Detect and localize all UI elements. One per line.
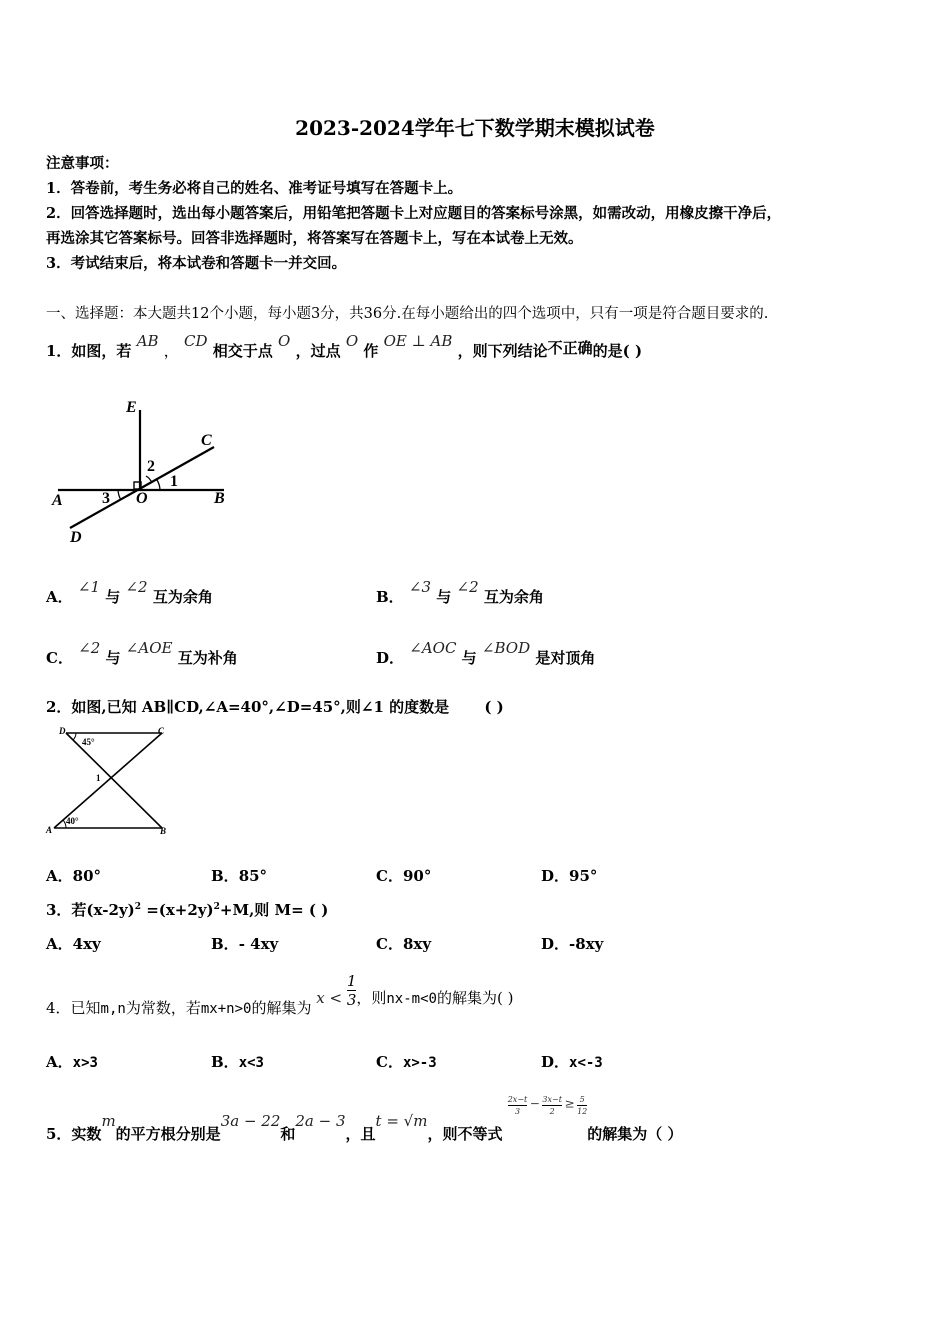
line-db <box>66 733 162 828</box>
angle-3-arc <box>118 490 121 500</box>
q4-text: 为常数，若 <box>125 998 201 1017</box>
q4-option-a[interactable] <box>46 1051 98 1072</box>
q1-text: ，则下列结论 <box>457 342 548 360</box>
question-4 <box>46 972 514 1017</box>
q3-text: 3．若(x-2y) <box>46 901 135 919</box>
option-text: 与 <box>105 649 121 667</box>
q1-option-d[interactable] <box>376 639 596 668</box>
option-label: A． <box>46 588 73 606</box>
option-math: ∠2 <box>125 578 148 596</box>
option-label: B． <box>211 867 239 885</box>
fig-label: A <box>46 825 53 835</box>
fig-label: B <box>160 826 167 836</box>
frac-num: 5 <box>577 1094 587 1106</box>
q1-option-c[interactable] <box>46 639 238 668</box>
q2-option-b[interactable] <box>211 865 267 886</box>
option-math: ∠2 <box>456 578 479 596</box>
option-text: 互为余角 <box>152 588 213 606</box>
q3-option-a[interactable] <box>46 933 101 954</box>
option-text: 是对顶角 <box>535 649 596 667</box>
option-math: ∠BOD <box>481 639 531 657</box>
q4-option-c[interactable] <box>376 1051 437 1072</box>
option-label: B． <box>211 935 239 953</box>
fig-label: 3 <box>102 490 110 507</box>
q5-text: ，则不等式 <box>427 1125 503 1143</box>
frac-den: 12 <box>577 1107 588 1116</box>
q5-math: 3a − 22 <box>220 1112 281 1130</box>
option-math: ∠AOC <box>409 639 457 657</box>
option-value: x<-3 <box>569 1055 603 1071</box>
angle-d-arc <box>73 733 76 740</box>
frac-num: 1 <box>346 972 357 990</box>
question-5 <box>46 1094 683 1143</box>
q4-text: ，则 <box>356 988 387 1007</box>
option-text: 互为余角 <box>483 588 544 606</box>
fig-label: 1 <box>170 473 178 490</box>
q4-fraction <box>347 972 357 1009</box>
notes-heading: 注意事项： <box>46 155 119 172</box>
section-heading: 一、选择题：本大题共12个小题，每小题3分，共36分.在每小题给出的四个选项中，只有一项是符合题目要求的. <box>46 306 769 322</box>
q2-figure <box>44 726 174 838</box>
q5-text: 的解集为（ ） <box>587 1125 683 1143</box>
q3-sup: 2 <box>213 902 220 912</box>
option-math: ∠1 <box>77 578 100 596</box>
option-math: ∠3 <box>408 578 432 596</box>
angle-2-arc <box>146 476 152 483</box>
line-cd <box>70 447 214 528</box>
fig-label: 40° <box>66 816 79 826</box>
q4-math: x < <box>316 988 343 1007</box>
q3-text: +M,则 M= ( ) <box>219 901 329 919</box>
q1-figure <box>46 395 246 550</box>
option-math: ∠2 <box>78 639 101 657</box>
frac-den: 3 <box>346 991 357 1009</box>
option-label: C． <box>376 1053 403 1071</box>
frac-den: 2 <box>549 1107 555 1116</box>
option-text: 与 <box>436 588 452 606</box>
angle-1-arc <box>157 480 160 490</box>
fig-label: C <box>201 432 212 449</box>
q3-option-d[interactable] <box>541 933 603 954</box>
q1-text: ， <box>163 342 179 360</box>
q5-math: t = √m <box>375 1112 428 1130</box>
option-label: A． <box>46 935 73 953</box>
option-label: B． <box>376 588 404 606</box>
option-label: A． <box>46 1053 73 1071</box>
q5-text: 5．实数 <box>46 1125 102 1143</box>
option-value: 85° <box>238 867 268 885</box>
q2-option-c[interactable] <box>376 865 431 886</box>
q3-option-c[interactable] <box>376 933 431 954</box>
fig-label: D <box>70 529 82 546</box>
fig-label: 2 <box>147 458 155 475</box>
option-label: A． <box>46 867 73 885</box>
q1-option-a[interactable] <box>46 578 213 607</box>
q5-math: 2a − 3 <box>295 1112 346 1130</box>
option-value: 8xy <box>402 935 432 953</box>
option-label: D． <box>541 935 570 953</box>
q4-text: 的解集为 <box>251 998 312 1017</box>
page-title: 2023-2024学年七下数学期末模拟试卷 <box>295 116 655 140</box>
option-math: ∠AOE <box>125 639 173 657</box>
fig-label: A <box>52 492 63 509</box>
option-label: C． <box>376 935 403 953</box>
q4-mono: nx-m<0 <box>386 990 437 1007</box>
option-label: B． <box>211 1053 239 1071</box>
q1-math: OE ⊥ AB <box>383 332 453 350</box>
q1-text: 作 <box>363 342 379 360</box>
option-label: D． <box>541 1053 570 1071</box>
question-1 <box>46 332 643 361</box>
q3-sup: 2 <box>134 902 141 912</box>
q1-math: CD <box>184 332 208 350</box>
q1-text: ，过点 <box>295 342 341 360</box>
fig-label: D <box>59 726 66 736</box>
q1-math: O <box>345 332 359 350</box>
q5-text: 和 <box>280 1125 296 1143</box>
q5-op: − <box>529 1096 540 1111</box>
fig-label: O <box>136 490 148 507</box>
question-3 <box>46 899 328 920</box>
line-ac <box>54 733 162 828</box>
option-text: 与 <box>105 588 121 606</box>
q1-option-b[interactable] <box>376 578 544 607</box>
option-text: 互为补角 <box>177 649 238 667</box>
option-value: 95° <box>569 867 598 885</box>
q1-text: 1．如图，若 <box>46 342 132 360</box>
fig-label: C <box>158 726 165 736</box>
frac-num: 3x−t <box>542 1095 562 1104</box>
note-item: 1．答卷前，考生务必将自己的姓名、准考证号填写在答题卡上。 <box>46 180 463 197</box>
option-value: x>3 <box>72 1055 98 1071</box>
option-value: x>-3 <box>402 1055 437 1071</box>
option-value: - 4xy <box>238 935 279 953</box>
q2-option-a[interactable] <box>46 865 101 886</box>
note-item: 2．回答选择题时，选出每小题答案后，用铅笔把答题卡上对应题目的答案标号涂黑，如需改动，用橡皮擦干净后， <box>46 205 782 222</box>
q3-text: =(x+2y) <box>140 901 214 919</box>
q1-math: AB <box>136 332 159 350</box>
option-text: 与 <box>461 649 477 667</box>
q2-option-d[interactable] <box>541 865 597 886</box>
q1-math: O <box>278 332 291 350</box>
fig-label: 45° <box>82 737 95 747</box>
question-2 <box>46 696 504 717</box>
fig-label: E <box>126 399 137 416</box>
option-value: x<3 <box>238 1055 264 1071</box>
q4-mono: m,n <box>100 1000 126 1017</box>
option-label: C． <box>46 649 73 667</box>
q5-text: 的平方根分别是 <box>115 1125 221 1143</box>
q1-text: 相交于点 <box>212 342 273 360</box>
q4-mono: mx+n>0 <box>200 1000 252 1017</box>
q5-math: m <box>101 1112 116 1130</box>
q1-text: 的是( ) <box>592 342 643 360</box>
q4-text: 的解集为( ) <box>436 988 514 1007</box>
option-value: 4xy <box>72 935 101 953</box>
q2-paren: ( ) <box>484 698 504 716</box>
q4-option-d[interactable] <box>541 1051 603 1072</box>
q1-text: 不正确 <box>547 339 593 357</box>
fig-label: 1 <box>96 773 101 783</box>
frac-den: 3 <box>514 1107 521 1116</box>
q4-option-b[interactable] <box>211 1051 264 1072</box>
q5-text: ，且 <box>345 1125 376 1143</box>
q5-op: ≥ <box>564 1096 575 1111</box>
fig-label: B <box>214 490 225 507</box>
q2-stem: 2．如图,已知 AB∥CD,∠A=40°,∠D=45°,则∠1 的度数是 <box>46 698 450 716</box>
q4-text: 4．已知 <box>46 998 101 1017</box>
option-label: D． <box>376 649 405 667</box>
q5-inequality <box>508 1094 588 1117</box>
option-value: 80° <box>72 867 102 885</box>
note-item: 再选涂其它答案标号。回答非选择题时，将答案写在答题卡上，写在本试卷上无效。 <box>46 230 583 247</box>
frac-num: 2x−t <box>507 1095 528 1104</box>
option-label: C． <box>376 867 403 885</box>
option-value: 90° <box>402 867 432 885</box>
note-item: 3．考试结束后，将本试卷和答题卡一并交回。 <box>46 255 347 272</box>
option-value: -8xy <box>569 935 604 953</box>
option-label: D． <box>541 867 570 885</box>
q3-option-b[interactable] <box>211 933 278 954</box>
